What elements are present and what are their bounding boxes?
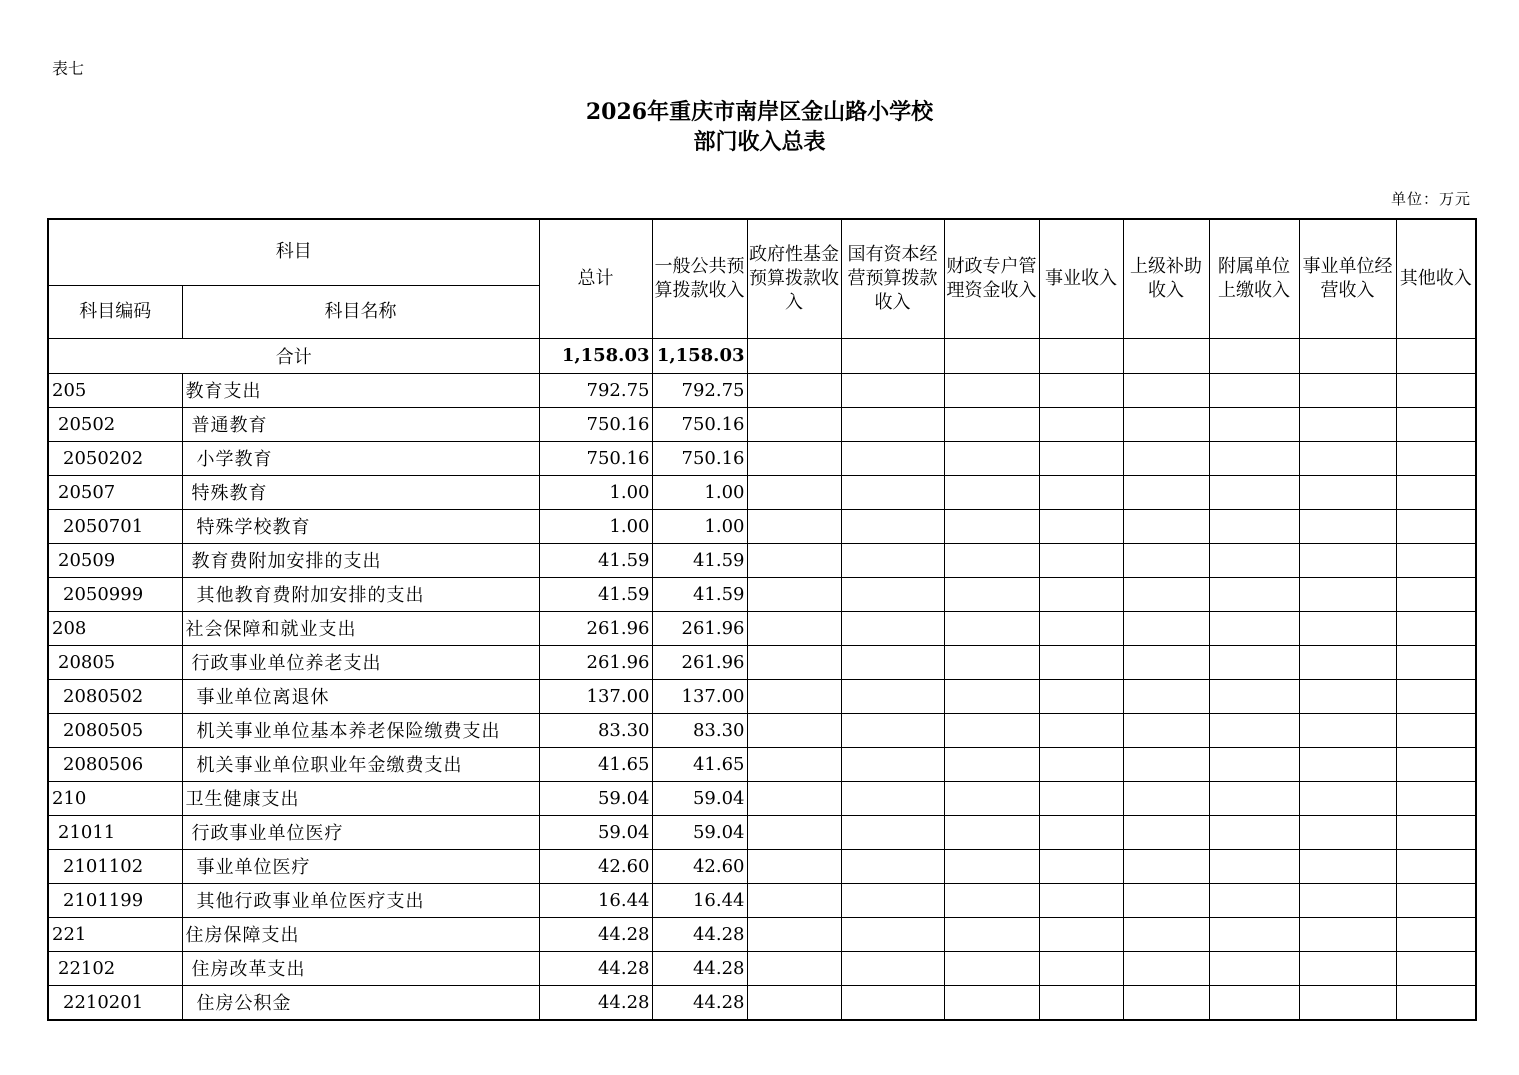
total-cell: 16.44	[539, 883, 652, 917]
empty-cell	[1123, 509, 1209, 543]
general-budget-cell: 59.04	[652, 815, 747, 849]
general-budget-cell: 16.44	[652, 883, 747, 917]
empty-cell	[1209, 373, 1299, 407]
empty-cell	[1299, 985, 1396, 1020]
empty-cell	[1209, 577, 1299, 611]
header-other-income: 其他收入	[1396, 219, 1476, 338]
subject-code: 210	[48, 781, 182, 815]
empty-cell	[1299, 407, 1396, 441]
table-row	[48, 815, 1476, 849]
empty-cell	[1396, 781, 1476, 815]
empty-cell	[944, 883, 1039, 917]
empty-cell	[1299, 373, 1396, 407]
table-number: 表七	[52, 59, 85, 78]
unit-label: 单位：万元	[1390, 190, 1471, 208]
empty-cell	[841, 951, 944, 985]
title-line-1: 2026年重庆市南岸区金山路小学校	[585, 99, 934, 125]
total-cell: 59.04	[539, 815, 652, 849]
header-subject: 科目	[48, 219, 539, 285]
empty-cell	[1039, 815, 1123, 849]
empty-cell	[1299, 441, 1396, 475]
empty-cell	[841, 713, 944, 747]
subject-code: 2210201	[48, 985, 182, 1020]
empty-cell	[1299, 509, 1396, 543]
general-budget-cell: 792.75	[652, 373, 747, 407]
empty-cell	[944, 645, 1039, 679]
empty-cell	[1209, 815, 1299, 849]
empty-cell	[1209, 747, 1299, 781]
subject-name: 教育支出	[182, 373, 539, 407]
empty-cell	[841, 645, 944, 679]
subject-code: 205	[48, 373, 182, 407]
empty-cell	[1123, 815, 1209, 849]
empty-cell	[1209, 543, 1299, 577]
header-superior-subsidy: 上级补助收入	[1123, 219, 1209, 338]
table-row	[48, 679, 1476, 713]
total-cell: 83.30	[539, 713, 652, 747]
subject-code: 20509	[48, 543, 182, 577]
empty-cell	[841, 338, 944, 373]
empty-cell	[841, 543, 944, 577]
subject-name: 特殊学校教育	[182, 509, 539, 543]
empty-cell	[1396, 883, 1476, 917]
total-cell: 44.28	[539, 917, 652, 951]
table-row	[48, 543, 1476, 577]
subject-name: 机关事业单位基本养老保险缴费支出	[182, 713, 539, 747]
empty-cell	[747, 577, 841, 611]
empty-cell	[1209, 338, 1299, 373]
empty-cell	[1039, 645, 1123, 679]
empty-cell	[1123, 781, 1209, 815]
table-row	[48, 713, 1476, 747]
subject-name: 社会保障和就业支出	[182, 611, 539, 645]
empty-cell	[1123, 985, 1209, 1020]
empty-cell	[1299, 781, 1396, 815]
table-row	[48, 781, 1476, 815]
empty-cell	[1039, 679, 1123, 713]
document-title	[0, 97, 1519, 157]
subject-name: 事业单位离退休	[182, 679, 539, 713]
total-cell: 44.28	[539, 951, 652, 985]
table-row	[48, 951, 1476, 985]
empty-cell	[747, 849, 841, 883]
subject-name: 行政事业单位养老支出	[182, 645, 539, 679]
empty-cell	[1396, 917, 1476, 951]
empty-cell	[1299, 679, 1396, 713]
empty-cell	[1039, 985, 1123, 1020]
empty-cell	[1123, 747, 1209, 781]
empty-cell	[841, 815, 944, 849]
empty-cell	[1039, 373, 1123, 407]
empty-cell	[944, 747, 1039, 781]
empty-cell	[1396, 951, 1476, 985]
empty-cell	[1123, 373, 1209, 407]
empty-cell	[747, 713, 841, 747]
empty-cell	[1209, 985, 1299, 1020]
empty-cell	[1396, 985, 1476, 1020]
general-budget-cell: 44.28	[652, 917, 747, 951]
subject-name: 特殊教育	[182, 475, 539, 509]
empty-cell	[1123, 543, 1209, 577]
subject-code: 2101199	[48, 883, 182, 917]
empty-cell	[1396, 441, 1476, 475]
empty-cell	[1396, 475, 1476, 509]
table-row	[48, 917, 1476, 951]
empty-cell	[1209, 645, 1299, 679]
empty-cell	[1209, 951, 1299, 985]
empty-cell	[1123, 951, 1209, 985]
total-cell: 792.75	[539, 373, 652, 407]
empty-cell	[747, 985, 841, 1020]
empty-cell	[1123, 611, 1209, 645]
table-row	[48, 509, 1476, 543]
empty-cell	[1396, 679, 1476, 713]
empty-cell	[747, 645, 841, 679]
total-cell: 41.65	[539, 747, 652, 781]
empty-cell	[747, 883, 841, 917]
empty-cell	[841, 917, 944, 951]
subject-name: 事业单位医疗	[182, 849, 539, 883]
empty-cell	[944, 611, 1039, 645]
empty-cell	[1123, 713, 1209, 747]
empty-cell	[1396, 849, 1476, 883]
empty-cell	[841, 475, 944, 509]
empty-cell	[1209, 509, 1299, 543]
total-cell: 42.60	[539, 849, 652, 883]
empty-cell	[841, 441, 944, 475]
subject-code: 2080502	[48, 679, 182, 713]
subject-code: 20507	[48, 475, 182, 509]
general-budget-cell: 41.59	[652, 543, 747, 577]
income-summary-table	[47, 218, 1477, 1021]
header-state-capital: 国有资本经营预算拨款收入	[841, 219, 944, 338]
subject-code: 2050999	[48, 577, 182, 611]
empty-cell	[1299, 815, 1396, 849]
general-budget-cell: 59.04	[652, 781, 747, 815]
empty-cell	[1396, 407, 1476, 441]
total-cell: 41.59	[539, 543, 652, 577]
empty-cell	[1123, 679, 1209, 713]
subject-name: 卫生健康支出	[182, 781, 539, 815]
empty-cell	[944, 509, 1039, 543]
empty-cell	[841, 509, 944, 543]
total-cell: 59.04	[539, 781, 652, 815]
empty-cell	[944, 781, 1039, 815]
empty-cell	[944, 917, 1039, 951]
total-row	[48, 338, 1476, 373]
empty-cell	[1039, 407, 1123, 441]
subject-name: 住房改革支出	[182, 951, 539, 985]
title-line-2: 部门收入总表	[693, 129, 826, 155]
empty-cell	[944, 985, 1039, 1020]
empty-cell	[1039, 338, 1123, 373]
empty-cell	[747, 543, 841, 577]
subject-code: 21011	[48, 815, 182, 849]
table-row	[48, 577, 1476, 611]
empty-cell	[1396, 713, 1476, 747]
subject-code: 2050701	[48, 509, 182, 543]
empty-cell	[944, 407, 1039, 441]
empty-cell	[944, 815, 1039, 849]
empty-cell	[841, 577, 944, 611]
empty-cell	[1299, 917, 1396, 951]
empty-cell	[747, 509, 841, 543]
header-general-budget: 一般公共预算拨款收入	[652, 219, 747, 338]
empty-cell	[1123, 849, 1209, 883]
empty-cell	[1396, 815, 1476, 849]
subject-name: 其他教育费附加安排的支出	[182, 577, 539, 611]
total-cell: 750.16	[539, 441, 652, 475]
empty-cell	[747, 441, 841, 475]
subject-code: 221	[48, 917, 182, 951]
table-row	[48, 441, 1476, 475]
empty-cell	[1209, 883, 1299, 917]
empty-cell	[944, 373, 1039, 407]
total-value: 1,158.03	[539, 338, 652, 373]
total-cell: 137.00	[539, 679, 652, 713]
header-name: 科目名称	[182, 285, 539, 338]
empty-cell	[1123, 883, 1209, 917]
empty-cell	[1299, 338, 1396, 373]
subject-name: 教育费附加安排的支出	[182, 543, 539, 577]
empty-cell	[1396, 645, 1476, 679]
empty-cell	[1396, 509, 1476, 543]
empty-cell	[1299, 747, 1396, 781]
general-budget-cell: 44.28	[652, 951, 747, 985]
header-business-operation: 事业单位经营收入	[1299, 219, 1396, 338]
subject-name: 普通教育	[182, 407, 539, 441]
header-code: 科目编码	[48, 285, 182, 338]
empty-cell	[944, 475, 1039, 509]
empty-cell	[841, 679, 944, 713]
empty-cell	[747, 407, 841, 441]
empty-cell	[747, 951, 841, 985]
empty-cell	[1396, 373, 1476, 407]
empty-cell	[747, 917, 841, 951]
total-cell: 1.00	[539, 509, 652, 543]
empty-cell	[944, 713, 1039, 747]
empty-cell	[1209, 441, 1299, 475]
total-cell: 44.28	[539, 985, 652, 1020]
empty-cell	[1209, 475, 1299, 509]
subject-name: 小学教育	[182, 441, 539, 475]
empty-cell	[1039, 713, 1123, 747]
total-cell: 750.16	[539, 407, 652, 441]
empty-cell	[841, 883, 944, 917]
empty-cell	[1123, 338, 1209, 373]
empty-cell	[1039, 781, 1123, 815]
empty-cell	[1039, 611, 1123, 645]
table-row	[48, 611, 1476, 645]
empty-cell	[1039, 441, 1123, 475]
total-cell: 261.96	[539, 611, 652, 645]
empty-cell	[1209, 849, 1299, 883]
empty-cell	[1299, 543, 1396, 577]
subject-code: 2080505	[48, 713, 182, 747]
general-budget-cell: 137.00	[652, 679, 747, 713]
subject-code: 22102	[48, 951, 182, 985]
empty-cell	[1396, 577, 1476, 611]
empty-cell	[1123, 407, 1209, 441]
general-budget-cell: 261.96	[652, 611, 747, 645]
empty-cell	[1123, 645, 1209, 679]
table-row	[48, 985, 1476, 1020]
empty-cell	[1039, 747, 1123, 781]
empty-cell	[1039, 883, 1123, 917]
subject-name: 其他行政事业单位医疗支出	[182, 883, 539, 917]
header-affiliated-turnover: 附属单位上缴收入	[1209, 219, 1299, 338]
empty-cell	[1209, 781, 1299, 815]
empty-cell	[1396, 747, 1476, 781]
general-budget-cell: 83.30	[652, 713, 747, 747]
empty-cell	[1299, 883, 1396, 917]
empty-cell	[1039, 509, 1123, 543]
empty-cell	[1299, 475, 1396, 509]
empty-cell	[1299, 713, 1396, 747]
empty-cell	[1039, 577, 1123, 611]
empty-cell	[1299, 611, 1396, 645]
general-budget-cell: 750.16	[652, 441, 747, 475]
total-cell: 1.00	[539, 475, 652, 509]
empty-cell	[944, 577, 1039, 611]
empty-cell	[1123, 441, 1209, 475]
empty-cell	[1039, 475, 1123, 509]
empty-cell	[944, 543, 1039, 577]
subject-code: 20805	[48, 645, 182, 679]
general-budget-cell: 1.00	[652, 475, 747, 509]
empty-cell	[944, 338, 1039, 373]
empty-cell	[747, 611, 841, 645]
empty-cell	[841, 407, 944, 441]
general-budget-cell: 42.60	[652, 849, 747, 883]
header-business-income: 事业收入	[1039, 219, 1123, 338]
empty-cell	[1209, 713, 1299, 747]
empty-cell	[1039, 951, 1123, 985]
table-row	[48, 475, 1476, 509]
table-row	[48, 407, 1476, 441]
subject-code: 2101102	[48, 849, 182, 883]
general-budget-cell: 261.96	[652, 645, 747, 679]
empty-cell	[1396, 611, 1476, 645]
general-budget-cell: 1.00	[652, 509, 747, 543]
subject-name: 住房保障支出	[182, 917, 539, 951]
subject-code: 208	[48, 611, 182, 645]
empty-cell	[747, 338, 841, 373]
total-label: 合计	[48, 338, 539, 373]
table-row	[48, 373, 1476, 407]
empty-cell	[747, 373, 841, 407]
empty-cell	[747, 815, 841, 849]
subject-code: 2050202	[48, 441, 182, 475]
empty-cell	[841, 849, 944, 883]
subject-name: 住房公积金	[182, 985, 539, 1020]
header-fiscal-special: 财政专户管理资金收入	[944, 219, 1039, 338]
empty-cell	[841, 611, 944, 645]
header-total: 总计	[539, 219, 652, 338]
table-row	[48, 883, 1476, 917]
subject-name: 行政事业单位医疗	[182, 815, 539, 849]
empty-cell	[1299, 849, 1396, 883]
general-budget-cell: 44.28	[652, 985, 747, 1020]
subject-name: 机关事业单位职业年金缴费支出	[182, 747, 539, 781]
empty-cell	[1209, 407, 1299, 441]
empty-cell	[1039, 543, 1123, 577]
empty-cell	[1396, 543, 1476, 577]
empty-cell	[1123, 577, 1209, 611]
empty-cell	[1209, 917, 1299, 951]
empty-cell	[1299, 951, 1396, 985]
empty-cell	[841, 985, 944, 1020]
empty-cell	[1123, 917, 1209, 951]
empty-cell	[944, 951, 1039, 985]
total-general-budget: 1,158.03	[652, 338, 747, 373]
empty-cell	[841, 747, 944, 781]
empty-cell	[1299, 645, 1396, 679]
empty-cell	[1209, 679, 1299, 713]
subject-code: 20502	[48, 407, 182, 441]
empty-cell	[747, 475, 841, 509]
general-budget-cell: 41.65	[652, 747, 747, 781]
empty-cell	[1039, 849, 1123, 883]
subject-code: 2080506	[48, 747, 182, 781]
empty-cell	[747, 747, 841, 781]
general-budget-cell: 750.16	[652, 407, 747, 441]
table-row	[48, 645, 1476, 679]
table-row	[48, 747, 1476, 781]
empty-cell	[841, 781, 944, 815]
general-budget-cell: 41.59	[652, 577, 747, 611]
empty-cell	[1209, 611, 1299, 645]
empty-cell	[1299, 577, 1396, 611]
empty-cell	[747, 781, 841, 815]
empty-cell	[1039, 917, 1123, 951]
empty-cell	[841, 373, 944, 407]
empty-cell	[944, 679, 1039, 713]
table-row	[48, 849, 1476, 883]
empty-cell	[944, 441, 1039, 475]
total-cell: 261.96	[539, 645, 652, 679]
empty-cell	[944, 849, 1039, 883]
header-gov-fund: 政府性基金预算拨款收入	[747, 219, 841, 338]
empty-cell	[1396, 338, 1476, 373]
empty-cell	[747, 679, 841, 713]
empty-cell	[1123, 475, 1209, 509]
total-cell: 41.59	[539, 577, 652, 611]
